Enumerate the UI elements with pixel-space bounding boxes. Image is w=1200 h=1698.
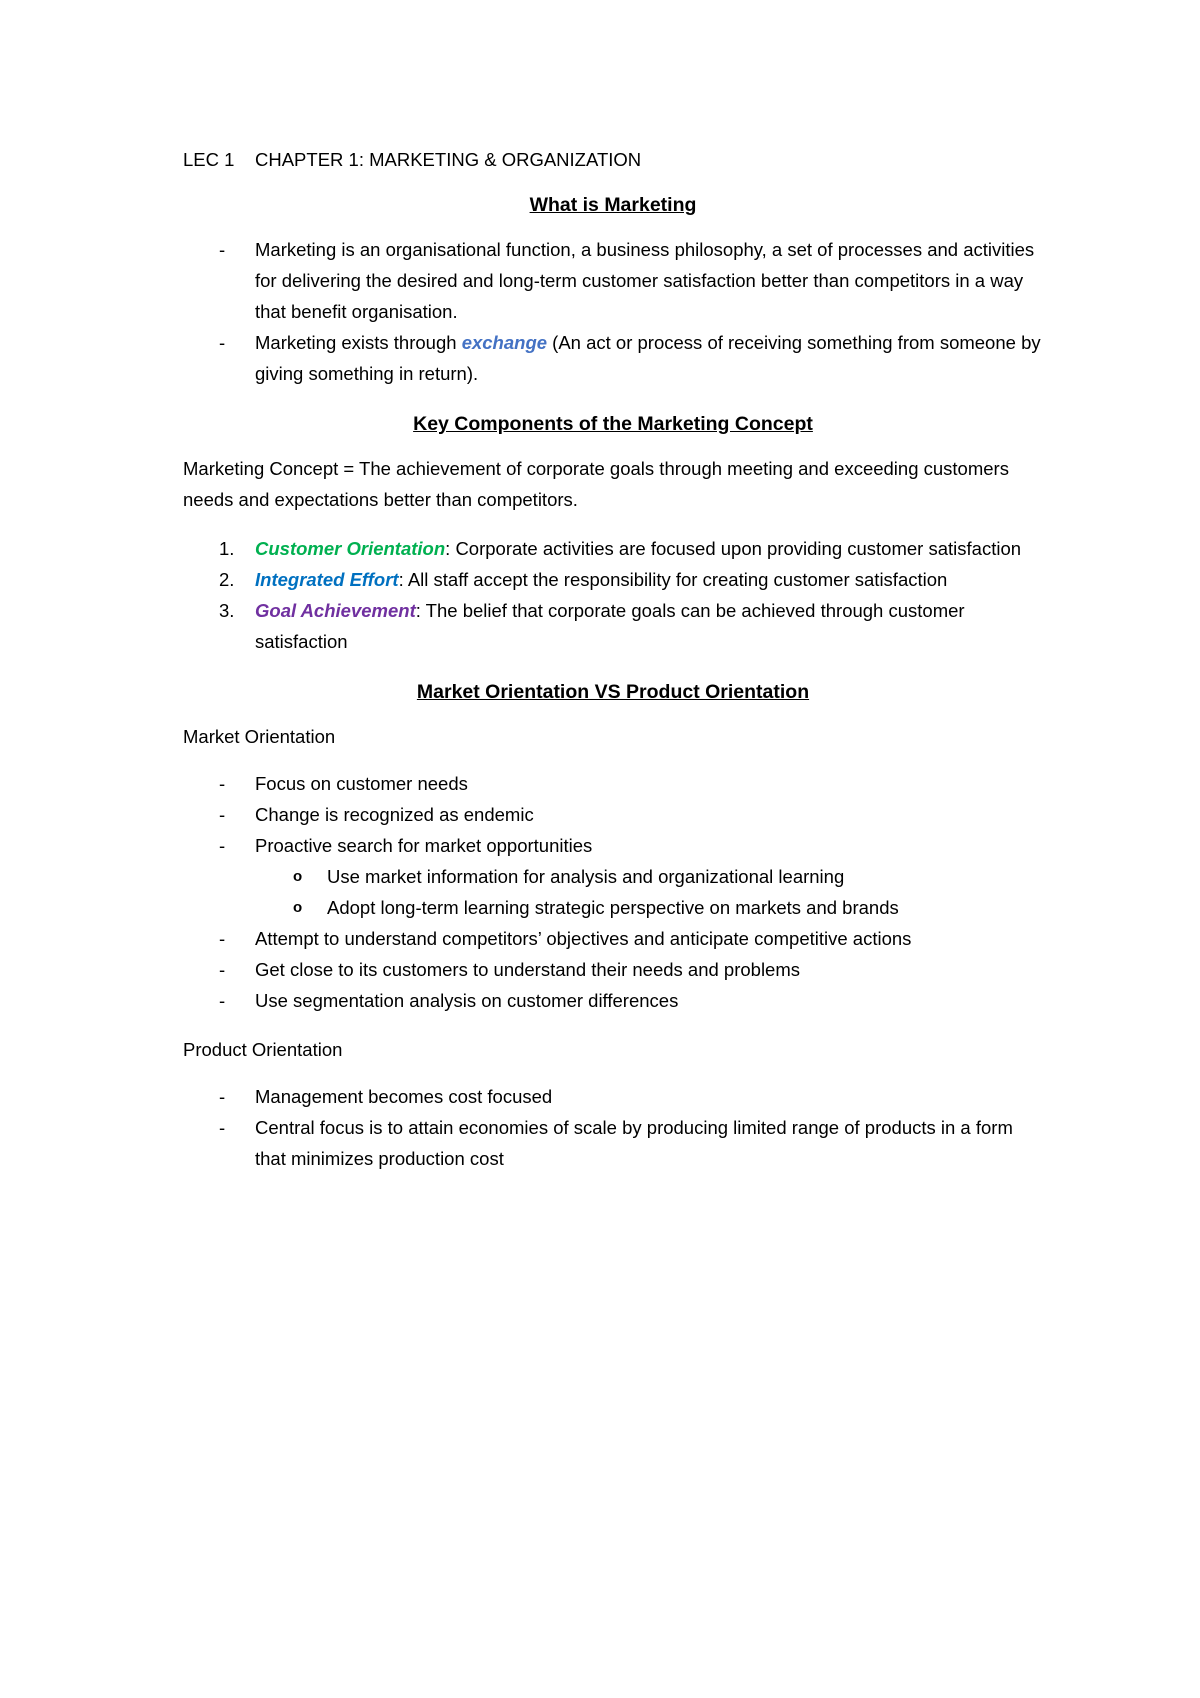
bullet-text: Central focus is to attain economies of scale by producing limited range of products in a form that minimizes production cost (255, 1117, 1013, 1169)
bullet-text: Focus on customer needs (255, 773, 468, 794)
list-item (183, 327, 1043, 389)
product-orientation-list (183, 1081, 1043, 1174)
bullet-text: Marketing is an organisational function, a business philosophy, a set of processes and activities for delivering the desired and long-term customer satisfaction better than competitors in a way that benefit organisation. (255, 239, 1035, 322)
list-item (183, 564, 1043, 595)
bullet-text: Proactive search for market opportunities (255, 835, 593, 856)
marketing-concept-definition: Marketing Concept = The achievement of corporate goals through meeting and exceeding customers needs and expectations better than competitors. (183, 458, 1009, 510)
heading-what-is-marketing: What is Marketing (529, 194, 697, 216)
dash-marker: - (219, 928, 226, 949)
term-exchange: exchange (461, 332, 548, 353)
lecture-number: LEC 1 (183, 149, 235, 170)
item-text: : The belief that corporate goals can be achieved through customer satisfaction (255, 600, 965, 652)
list-item (183, 595, 1043, 657)
number-marker: 3. (219, 600, 235, 621)
dash-marker: - (219, 1117, 226, 1138)
heading-key-components: Key Components of the Marketing Concept (413, 413, 813, 435)
term-goal-achievement: Goal Achievement (255, 600, 416, 621)
circle-marker: o (293, 868, 303, 885)
list-item (183, 923, 1043, 954)
document-content (183, 148, 1043, 1174)
list-item (183, 799, 1043, 830)
market-orientation-label: Market Orientation (183, 726, 336, 747)
list-item (183, 533, 1043, 564)
sub-list-item (183, 861, 1043, 892)
document-header (183, 148, 1043, 172)
dash-marker: - (219, 959, 226, 980)
sub-list-item (183, 892, 1043, 923)
number-marker: 1. (219, 538, 235, 559)
dash-marker: - (219, 804, 226, 825)
market-orientation-list-continued (183, 923, 1043, 1016)
bullet-text: Use segmentation analysis on customer differences (255, 990, 679, 1011)
item-text: : All staff accept the responsibility for creating customer satisfaction (398, 569, 948, 590)
sub-bullet-text: Adopt long-term learning strategic perspective on markets and brands (327, 897, 899, 918)
market-orientation-sublist (183, 861, 1043, 923)
what-is-marketing-list (183, 234, 1043, 389)
bullet-text-after: (An act or process of receiving something from someone by giving something in return). (255, 332, 1041, 384)
dash-marker: - (219, 239, 226, 260)
bullet-text-before: Marketing exists through (255, 332, 462, 353)
bullet-text: Change is recognized as endemic (255, 804, 534, 825)
list-item (183, 830, 1043, 861)
bullet-text: Get close to its customers to understand their needs and problems (255, 959, 801, 980)
list-item (183, 954, 1043, 985)
list-item (183, 234, 1043, 327)
list-item (183, 768, 1043, 799)
item-text: : Corporate activities are focused upon providing customer satisfaction (445, 538, 1022, 559)
dash-marker: - (219, 773, 226, 794)
list-item (183, 1112, 1043, 1174)
term-integrated-effort: Integrated Effort (255, 569, 399, 590)
product-orientation-label: Product Orientation (183, 1039, 343, 1060)
number-marker: 2. (219, 569, 235, 590)
key-components-list (183, 533, 1043, 657)
term-customer-orientation: Customer Orientation (255, 538, 446, 559)
list-item (183, 985, 1043, 1016)
bullet-text: Attempt to understand competitors’ objectives and anticipate competitive actions (255, 928, 912, 949)
dash-marker: - (219, 835, 226, 856)
dash-marker: - (219, 990, 226, 1011)
dash-marker: - (219, 1086, 226, 1107)
circle-marker: o (293, 899, 303, 916)
sub-bullet-text: Use market information for analysis and organizational learning (327, 866, 845, 887)
bullet-text: Management becomes cost focused (255, 1086, 553, 1107)
market-orientation-list (183, 768, 1043, 861)
dash-marker: - (219, 332, 226, 353)
chapter-title: CHAPTER 1: MARKETING & ORGANIZATION (255, 149, 642, 170)
heading-market-vs-product: Market Orientation VS Product Orientation (416, 681, 810, 703)
list-item (183, 1081, 1043, 1112)
